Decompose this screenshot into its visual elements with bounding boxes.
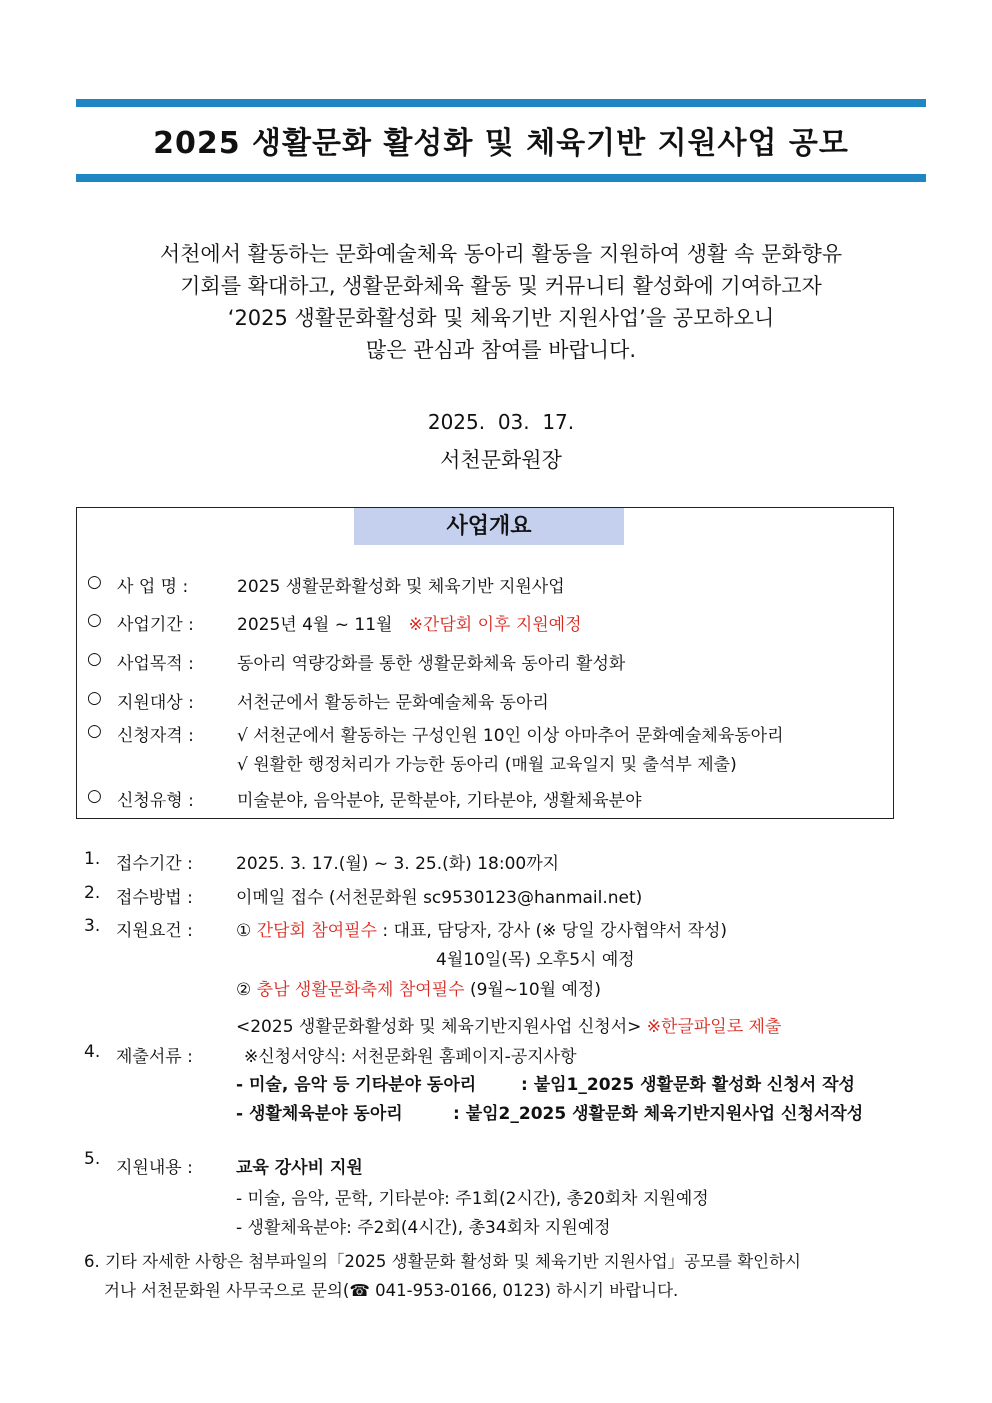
row-label: 신청자격 : <box>117 726 194 746</box>
phone-icon: ☎ <box>349 1281 370 1300</box>
circled-one-icon: ① <box>236 921 252 941</box>
requirement-text: (9월~10월 예정) <box>469 980 601 1000</box>
documents-form-name: <2025 생활문화활성화 및 체육기반지원사업 신청서> <box>236 1017 642 1037</box>
circle-bullet-icon: ○ <box>87 572 102 592</box>
item-label: 접수방법 : <box>116 888 193 908</box>
row-label: 사업기간 : <box>117 615 194 635</box>
overview-heading: 사업개요 <box>354 508 624 545</box>
item-number: 3. <box>84 916 101 936</box>
documents-attachment: : 붙임1_2025 생활문화 활성화 신청서 작성 <box>521 1075 855 1095</box>
documents-form-source: ※신청서양식: 서천문화원 홈페이지-공지사항 <box>244 1047 577 1067</box>
intro-line: 기회를 확대하고, 생활문화체육 활동 및 커뮤니티 활성화에 기여하고자 <box>180 274 822 298</box>
circle-bullet-icon: ○ <box>87 721 102 741</box>
documents-note: ※한글파일로 제출 <box>646 1017 782 1037</box>
item-label: 접수기간 : <box>116 854 193 874</box>
circle-bullet-icon: ○ <box>87 610 102 630</box>
announcement-date: 2025. 03. 17. <box>427 410 575 434</box>
row-value: 미술분야, 음악분야, 문학분야, 기타분야, 생활체육분야 <box>237 791 642 811</box>
requirement-line-2 <box>236 975 601 1000</box>
documents-line-3 <box>236 1070 936 1095</box>
circle-bullet-icon: ○ <box>87 688 102 708</box>
item-number: 1. <box>84 849 101 869</box>
requirement-highlight: 충남 생활문화축제 참여필수 <box>256 980 465 1000</box>
documents-category: - 미술, 음악 등 기타분야 동아리 <box>236 1075 477 1095</box>
support-line-1: - 미술, 음악, 문학, 기타분야: 주1회(2시간), 총20회차 지원예정 <box>236 1189 709 1209</box>
circle-bullet-icon: ○ <box>87 649 102 669</box>
support-line-2: - 생활체육분야: 주2회(4시간), 총34회차 지원예정 <box>236 1218 611 1238</box>
support-title: 교육 강사비 지원 <box>236 1158 363 1178</box>
contact-text: 거나 서천문화원 사무국으로 문의( <box>104 1281 350 1300</box>
contact-number: 041-953-0166, 0123) 하시기 바랍니다. <box>369 1281 679 1300</box>
row-value: √ 서천군에서 활동하는 구성인원 10인 이상 아마추어 문화예술체육동아리 <box>237 726 784 746</box>
documents-line-1 <box>236 1012 781 1037</box>
intro-line: 많은 관심과 참여를 바랍니다. <box>365 338 637 362</box>
overview-box <box>76 507 894 819</box>
intro-paragraph <box>76 238 926 366</box>
row-value: √ 원활한 행정처리가 가능한 동아리 (매월 교육일지 및 출석부 제출) <box>237 755 737 775</box>
detail-item-other-2 <box>104 1277 678 1301</box>
intro-line: ‘2025 생활문화활성화 및 체육기반 지원사업’을 공모하오니 <box>227 306 775 330</box>
detail-item-other: 6. 기타 자세한 사항은 첨부파일의「2025 생활문화 활성화 및 체육기반 지원사업」공모를 확인하시 <box>84 1252 801 1271</box>
page-title: 2025 생활문화 활성화 및 체육기반 지원사업 공모 <box>153 126 849 161</box>
circled-two-icon: ② <box>236 980 252 1000</box>
documents-category: - 생활체육분야 동아리 <box>236 1104 403 1124</box>
item-value <box>236 916 727 941</box>
row-label: 사업목적 : <box>117 654 194 674</box>
documents-line-4 <box>236 1099 936 1124</box>
intro-line: 서천에서 활동하는 문화예술체육 동아리 활동을 지원하여 생활 속 문화향유 <box>159 242 843 266</box>
item-number: 2. <box>84 883 101 903</box>
row-value: 서천군에서 활동하는 문화예술체육 동아리 <box>237 693 549 713</box>
period-note: ※간담회 이후 지원예정 <box>408 615 582 635</box>
item-number: 5. <box>84 1149 101 1169</box>
requirement-highlight: 간담회 참여필수 <box>256 921 378 941</box>
item-value: 2025. 3. 17.(월) ~ 3. 25.(화) 18:00까지 <box>236 854 560 874</box>
item-value: 이메일 접수 (서천문화원 sc9530123@hanmail.net) <box>236 888 643 908</box>
requirement-text: : 대표, 담당자, 강사 (※ 당일 강사협약서 작성) <box>382 921 728 941</box>
title-bottom-bar <box>76 174 926 182</box>
circle-bullet-icon: ○ <box>87 786 102 806</box>
row-value <box>237 610 582 635</box>
row-label: 사 업 명 : <box>117 577 189 597</box>
period-text: 2025년 4월 ~ 11월 <box>237 615 393 635</box>
documents-attachment: : 붙임2_2025 생활문화 체육기반지원사업 신청서작성 <box>453 1104 864 1124</box>
item-number: 4. <box>84 1042 101 1062</box>
organization-name: 서천문화원장 <box>440 448 562 472</box>
title-top-bar <box>76 99 926 107</box>
item-label: 제출서류 : <box>116 1047 193 1067</box>
row-label: 지원대상 : <box>117 693 194 713</box>
row-label: 신청유형 : <box>117 791 194 811</box>
row-value: 2025 생활문화활성화 및 체육기반 지원사업 <box>237 577 565 597</box>
item-label: 지원내용 : <box>116 1158 193 1178</box>
requirement-schedule: 4월10일(목) 오후5시 예정 <box>436 950 635 970</box>
row-value: 동아리 역량강화를 통한 생활문화체육 동아리 활성화 <box>237 654 626 674</box>
item-label: 지원요건 : <box>116 921 193 941</box>
